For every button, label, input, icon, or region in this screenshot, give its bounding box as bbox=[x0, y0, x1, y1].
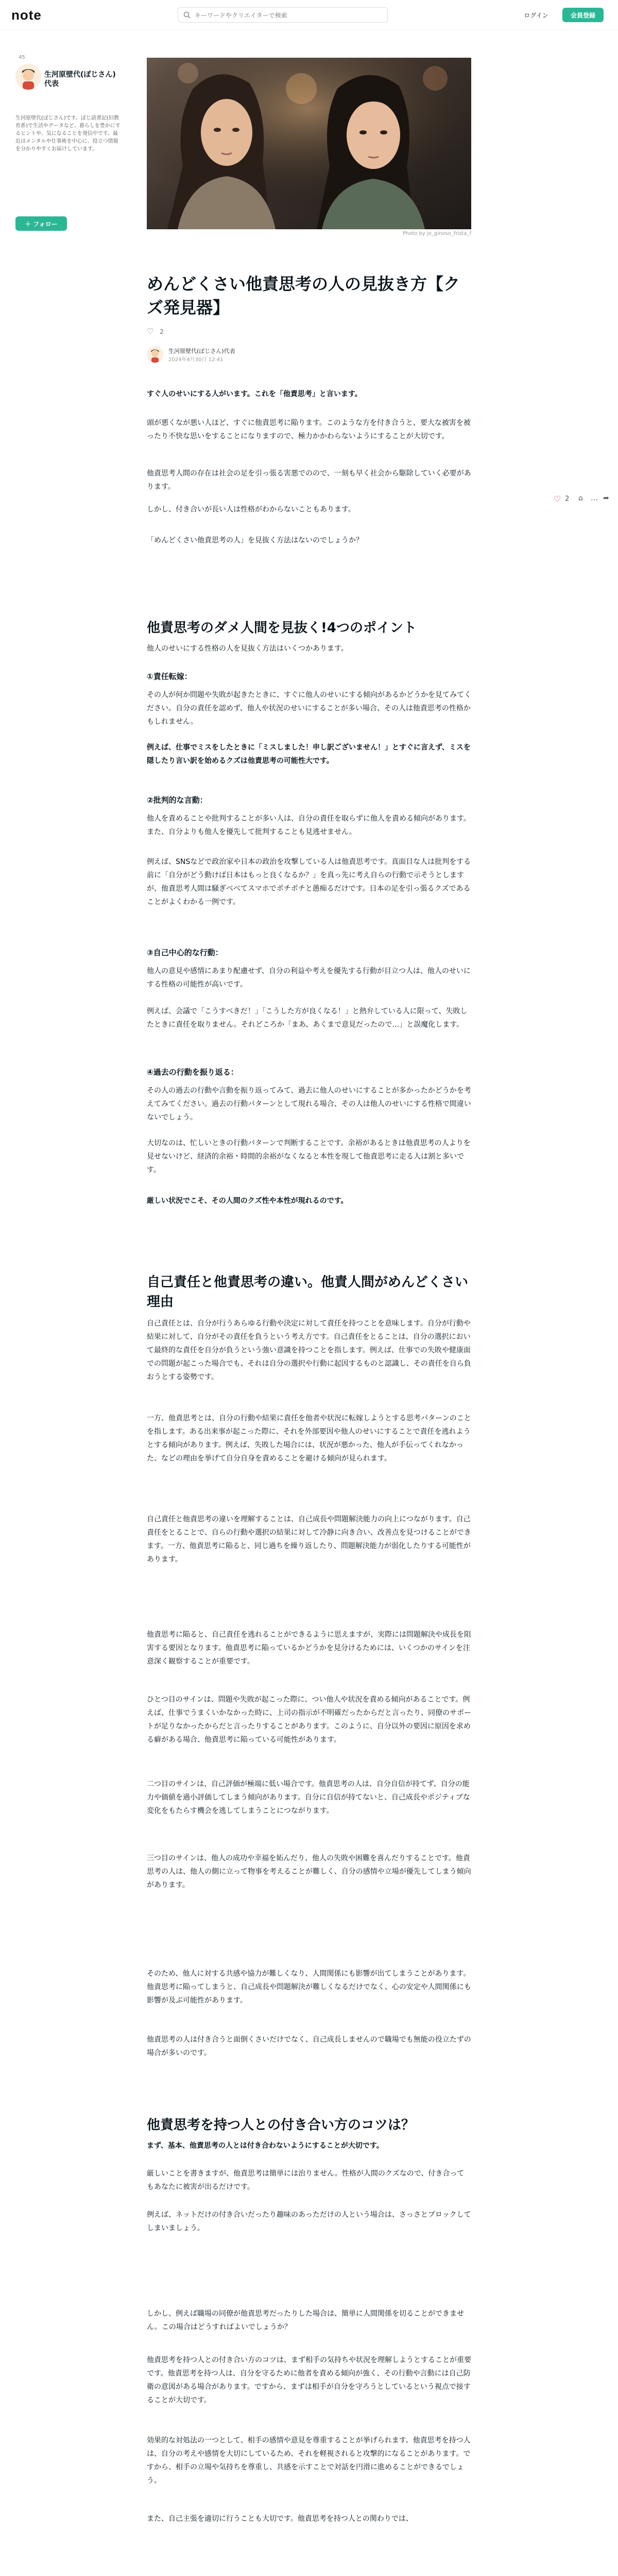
paragraph: すぐ人のせいにする人がいます。これを「他責思考」と言います。 bbox=[147, 390, 362, 398]
paragraph: 他人を責めることや批判することが多い人は、自分の責任を取らずに他人を責める傾向があります。また、自分よりも他人を優先して批判することも見逃せません。 bbox=[147, 815, 471, 836]
paragraph: 例えば、ネットだけの付き合いだったり趣味のあっただけの人という場合は、さっさとブロックしてしまいましょう。 bbox=[147, 2211, 471, 2232]
subsection-heading: ②批判的な言動： bbox=[147, 795, 208, 805]
paragraph: 例えば、会議で「こうすべきだ！」「こうした方が良くなる！」と熱弁している人に限って、失敗したときに責任を取りません。それどころか「まあ、あくまで意見だったので…」と誤魔化します。 bbox=[147, 1007, 468, 1029]
paragraph: 厳しい状況でこそ、その人間のクズ性や本性が現れるのです。 bbox=[147, 1197, 348, 1205]
paragraph: 例えば、SNSなどで政治家や日本の政治を攻撃している人は他責思考です。真面目な人は批判をする前に「自分がどう動けば日本はもっと良くなるか？」を真っ先に考え自らの行動で示そうとしますが、他責思考人間は騒ぎべべてスマホでポチポチと愚痴るだけです。日本の足を引っ張るクズであることがよくわかる一例です。 bbox=[147, 858, 471, 906]
photo-credit[interactable]: Photo by jo_ginoso_frista_f bbox=[402, 231, 471, 236]
byline-avatar[interactable] bbox=[147, 346, 163, 363]
subsection-heading: ④過去の行動を振り返る： bbox=[147, 1067, 238, 1077]
paragraph: 二つ目のサインは、自己評価が極端に低い場合です。他責思考の人は、自分自信が持てず、自分の能力や価値を過小評価してしまう傾向があります。自分に自信が持てないと、自己成長やポジティブな変化をもたらす機会を逃してしまうことにつながります。 bbox=[147, 1780, 470, 1815]
paragraph: 一方、他責思考とは、自分の行動や結果に責任を他者や状況に転嫁しようとする思考パターンのことを指します。ある出来事が起こった際に、それを外部要因や他人のせいにすることで責任を逃れようとする傾向があります。例えば、失敗した場合には、状況が悪かった、他人が手伝ってくれなかった、などの理由を挙げて自分自身を責めることを避ける傾向が見られます。 bbox=[147, 1414, 471, 1463]
paragraph: 厳しいことを書きますが、他責思考は簡単には治りません。性格が人間のクズなので、付き合ってもあなたに被害が出るだけです。 bbox=[147, 2170, 465, 2191]
paragraph: しかし、例えば職場の同僚が他責思考だったりした場合は、簡単に人間関係を切ることができません。この場合はどうすればよいでしょうか？ bbox=[147, 2310, 464, 2331]
plus-icon: ＋ bbox=[25, 220, 31, 228]
author-avatar[interactable] bbox=[15, 64, 41, 90]
paragraph: 三つ目のサインは、他人の成功や幸福を妬んだり、他人の失敗や困難を喜んだりすることです。他責思考の人は、他人の側に立って物事を考えることが難しく、自分の感情や立場が優先してしまう傾向があります。 bbox=[147, 1854, 471, 1889]
section-heading: 他責思考のダメ人間を見抜く!4つのポイント bbox=[147, 620, 417, 636]
paragraph: 他人のせいにする性格の人を見抜く方法はいくつかあります。 bbox=[147, 645, 348, 653]
paragraph: 効果的な対処法の一つとして、相手の感情や意見を尊重することが挙げられます。他責思考を持つ人は、自分の考えや感情を大切にしているため、それを軽視されると攻撃的になることがあります。ですから、相手の立場や気持ちを尊重し、共感を示すことで対話を円滑に進めることができるでしょう。 bbox=[147, 2436, 471, 2485]
paragraph: その人が何か問題や失敗が起きたときに、すぐに他人のせいにする傾向があるかどうかを見てみてください。自分の責任を認めず、他人や状況のせいにすることが多い場合、その人は他責思考の性格かもしれません。 bbox=[147, 691, 471, 726]
section-heading: 他責思考を持つ人との付き合い方のコツは？ bbox=[147, 2117, 415, 2133]
more-icon[interactable]: … bbox=[591, 494, 598, 502]
paragraph: そのため、他人に対する共感や協力が難しくなり、人間関係にも影響が出てしまうことがあります。他責思考に陥ってしまうと、自己成長や問題解決が難しくなるだけでなく、心の安定や人間関係にも影響が及ぶ可能性があります。 bbox=[147, 1970, 471, 2005]
section-heading: 自己責任と他責思考の違い。他責人間がめんどくさい理由 bbox=[147, 1275, 469, 1310]
article-title: めんどくさい他責思考の人の見抜き方【クズ発見器】 bbox=[147, 274, 460, 317]
subsection-heading: ①責任転嫁： bbox=[147, 672, 192, 681]
heart-icon[interactable]: ♡ bbox=[554, 494, 561, 504]
paragraph: ひとつ目のサインは、問題や失敗が起こった際に、つい他人や状況を責める傾向があることです。例えば、仕事でうまくいかなかった時に、上司の指示が不明確だったからだと言ったり、同僚のサポートが足りなかったからだと言ったりすることがあります。このように、自分以外の要因に原因を求める癖がある場合、他責思考に陥っている可能性があります。 bbox=[147, 1696, 471, 1744]
byline-date: 2024年4月30日 12:41 bbox=[168, 357, 224, 363]
signup-button[interactable]: 会員登録 bbox=[562, 8, 604, 22]
hero-image bbox=[147, 58, 471, 229]
bookmark-icon[interactable]: ⌂ bbox=[578, 494, 583, 502]
paragraph: 大切なのは、忙しいときの行動パターンで判断することです。余裕があるときは他責思考の人よりを見せないけど、経済的余裕・時間的余裕がなくなると本性を現して他責思考に走る人は割と多いです。 bbox=[147, 1139, 471, 1174]
sidebar-count: 45 bbox=[19, 55, 25, 60]
search-icon bbox=[183, 11, 191, 19]
paragraph: 他責思考を持つ人との付き合い方のコツは、まず相手の気持ちや状況を理解しようとすることが重要です。他責思考を持つ人は、自分を守るために他者を責める傾向が強く、その行動や言動には自己防衛の意図がある場合があります。ですから、まずは相手が自分を守ろうとしているという視点で接することが大切です。 bbox=[147, 2356, 471, 2404]
paragraph: 他人の意見や感情にあまり配慮せず、自分の利益や考えを優先する行動が目立つ人は、他人のせいにする性格の可能性が高いです。 bbox=[147, 967, 471, 989]
follow-button[interactable] bbox=[15, 216, 67, 231]
paragraph: 他責思考人間の存在は社会の足を引っ張る害悪でのので、一刻も早く社会から駆除していく必要があります。 bbox=[147, 469, 471, 491]
author-name[interactable]: 生河原壁代(ぽじさん)代表 bbox=[44, 71, 116, 88]
paragraph: 他責思考に陥ると、自己責任を逃れることができるように思えますが、実際には問題解決や成長を阻害する要因となります。他責思考に陥っているかどうかを見分けるためには、いくつかのサインを注意深く観察することが重要です。 bbox=[147, 1631, 471, 1666]
follow-label: フォロー bbox=[33, 220, 58, 228]
subsection-heading: ③自己中心的な行動： bbox=[147, 948, 223, 957]
paragraph: 頭が悪くなが悪い人ほど、すぐに他責思考に陥ります。このような方を付き合うと、要大な被害を被ったり不快な思いをすることになりますので、極力かかわらないようにすることが大切です。 bbox=[147, 419, 471, 440]
paragraph: まず、基本、他責思考の人とは付き合わないようにすることが大切です。 bbox=[147, 2142, 384, 2150]
share-icon[interactable]: ➦ bbox=[603, 494, 609, 502]
paragraph: 例えば、仕事でミスをしたときに「ミスしました！申し訳ございません！」とすぐに言えず、ミスを隠したり言い訳を始めるクズは他責思考の可能性大です。 bbox=[147, 743, 471, 765]
paragraph: 「めんどくさい他責思考の人」を見抜く方法はないのでしょうか？ bbox=[147, 536, 363, 545]
paragraph: しかし、付き合いが長い人は性格がわからないこともあります。 bbox=[147, 505, 355, 514]
login-button[interactable]: ログイン bbox=[518, 8, 554, 22]
paragraph: 自己責任とは、自分が行うあらゆる行動や決定に対して責任を持つことを意味します。自分が行動や結果に対して、自分がその責任を負うという考え方です。自己責任をとることは、自分の選択において最終的な責任を自分が負うという強い意識を持つことを指します。例えば、仕事での失敗や健康面での問題が起こった場合でも、それは自分の選択や行動に起因するものと認識し、その責任を自ら負おうとする姿勢です。 bbox=[147, 1319, 471, 1381]
paragraph: 自己責任と他責思考の違いを理解することは、自己成長や問題解決能力の向上につながります。自己責任をとることで、自らの行動や選択の結果に対して冷静に向き合い、改善点を見つけることができます。一方、他責思考に陥ると、同じ過ちを繰り返したり、問題解決能力が弱化したりする可能性があります。 bbox=[147, 1515, 471, 1564]
paragraph: その人の過去の行動や言動を振り返ってみて、過去に他人のせいにすることが多かったかどうかを考えてみてください。過去の行動パターンとして現れる場合、その人は他人のせいにする性格で間違いないでしょう。 bbox=[147, 1087, 471, 1122]
byline-name[interactable]: 生河原壁代(ぽじさん)代表 bbox=[168, 348, 235, 354]
paragraph: また、自己主張を適切に行うことも大切です。他責思考を持つ人との関わりでは、 bbox=[147, 2515, 413, 2523]
search-box[interactable] bbox=[178, 7, 388, 23]
byline bbox=[147, 346, 471, 364]
floating-actions bbox=[554, 492, 615, 507]
search-input[interactable] bbox=[195, 10, 380, 21]
like-row bbox=[147, 327, 164, 336]
like-heart-icon[interactable]: ♡ bbox=[147, 327, 154, 336]
note-logo[interactable]: note bbox=[11, 7, 42, 23]
like-count: 2 bbox=[160, 328, 164, 335]
side-like-count: 2 bbox=[565, 495, 570, 503]
paragraph: 他責思考の人は付き合うと面倒くさいだけでなく、自己成長しませんので職場でも無能の役立たずの場合が多いのです。 bbox=[147, 2036, 471, 2057]
top-bar bbox=[0, 0, 618, 30]
author-bio: 生河原壁代(ぽじさん)です。ぽじ読書記(旧教育系)で生活やデータなど、暮らしを豊かにするヒントや、気になることを発信中です。最近はメンタルや仕事術を中心に、役立つ情報を分かりやすくお届けしています。 bbox=[15, 115, 121, 152]
